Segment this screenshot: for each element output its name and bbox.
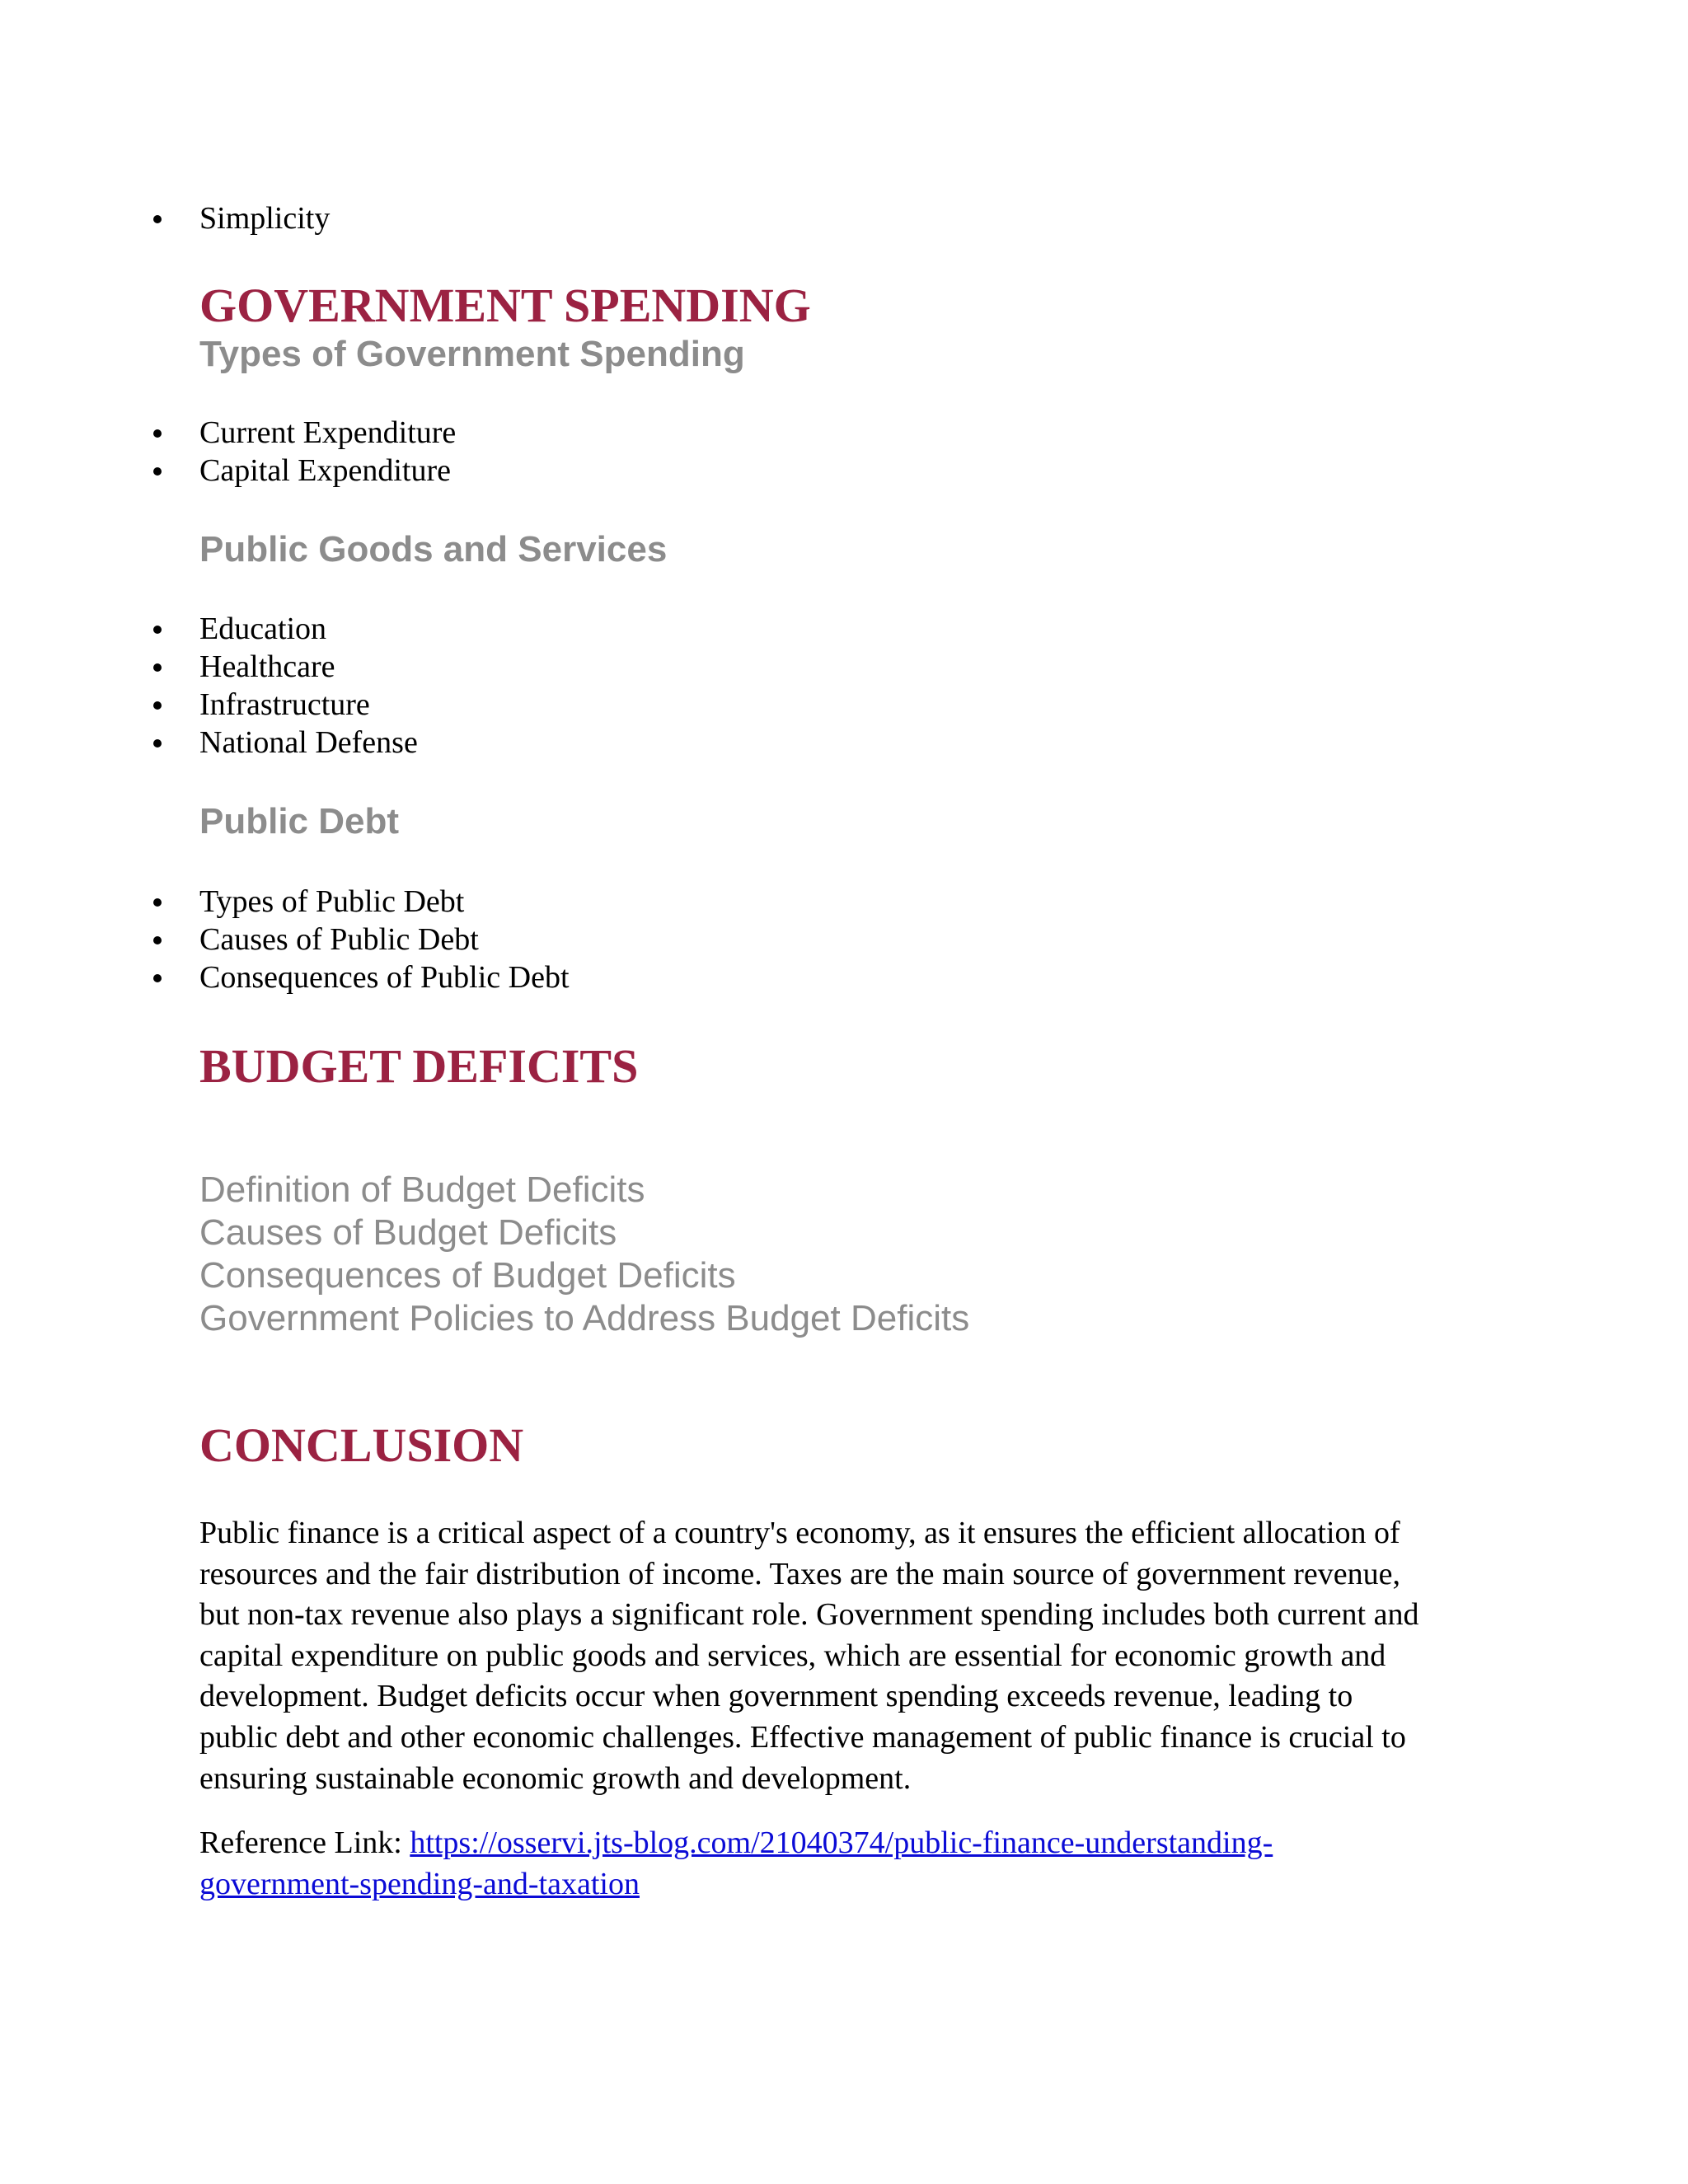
bullet-icon [153, 467, 162, 476]
top-bullet-list [0, 199, 330, 237]
subheading-public-debt: Public Debt [199, 801, 400, 841]
subtopic-item: Definition of Budget Deficits [199, 1169, 645, 1210]
list-item: Simplicity [0, 199, 330, 237]
conclusion-paragraph [199, 1513, 1502, 1799]
bullet-icon [153, 701, 162, 710]
bullet-icon [153, 739, 162, 748]
paragraph-line: ensuring sustainable economic growth and development. [199, 1760, 912, 1796]
paragraph-line: resources and the fair distribution of income. Taxes are the main source of government revenue, [199, 1556, 1401, 1591]
list-item: Consequences of Public Debt [0, 958, 570, 996]
list-item: National Defense [0, 724, 418, 762]
paragraph-line: public debt and other economic challenges. Effective management of public finance is crucial to [199, 1719, 1406, 1755]
paragraph-line: Public finance is a critical aspect of a country's economy, as it ensures the efficient allocation of [199, 1516, 1400, 1550]
bullet-icon [153, 663, 162, 672]
subheading-types-of-government-spending: Types of Government Spending [199, 334, 745, 374]
list-item: Infrastructure [0, 686, 418, 724]
paragraph-line: capital expenditure on public goods and services, which are essential for economic growth and [199, 1638, 1386, 1673]
list-item: Healthcare [0, 648, 418, 686]
bullet-icon [153, 429, 162, 438]
paragraph-line: but non-tax revenue also plays a significant role. Government spending includes both current and [199, 1597, 1419, 1633]
subtopic-item: Consequences of Budget Deficits [199, 1255, 736, 1296]
bullet-icon [153, 936, 162, 944]
section-heading-conclusion: CONCLUSION [199, 1418, 524, 1472]
bullet-icon [153, 215, 162, 223]
list-item: Types of Public Debt [0, 883, 570, 921]
subheading-public-goods-and-services: Public Goods and Services [199, 529, 668, 569]
bullet-icon [153, 898, 162, 907]
subtopic-item: Government Policies to Address Budget Deficits [199, 1298, 970, 1338]
subtopic-item: Causes of Budget Deficits [199, 1212, 617, 1253]
reference-label: Reference Link: [199, 1825, 402, 1860]
section-heading-budget-deficits: BUDGET DEFICITS [199, 1039, 639, 1093]
section-heading-government-spending: GOVERNMENT SPENDING [199, 279, 811, 332]
reference-url-line2: government-spending-and-taxation [199, 1866, 640, 1901]
list-item: Education [0, 610, 418, 648]
public-goods-list [0, 610, 418, 762]
bullet-icon [153, 626, 162, 634]
reference-url-line1: https://osservi.jts-blog.com/21040374/public-finance-understanding- [410, 1825, 1273, 1860]
list-item: Causes of Public Debt [0, 921, 570, 958]
reference-link-paragraph [199, 1823, 1273, 1905]
list-item: Current Expenditure [0, 414, 456, 452]
bullet-icon [153, 974, 162, 982]
list-item: Capital Expenditure [0, 452, 456, 490]
spending-types-list [0, 414, 456, 490]
public-debt-list [0, 883, 570, 996]
paragraph-line: development. Budget deficits occur when government spending exceeds revenue, leading to [199, 1679, 1353, 1714]
budget-deficits-subtopics [199, 1169, 969, 1340]
